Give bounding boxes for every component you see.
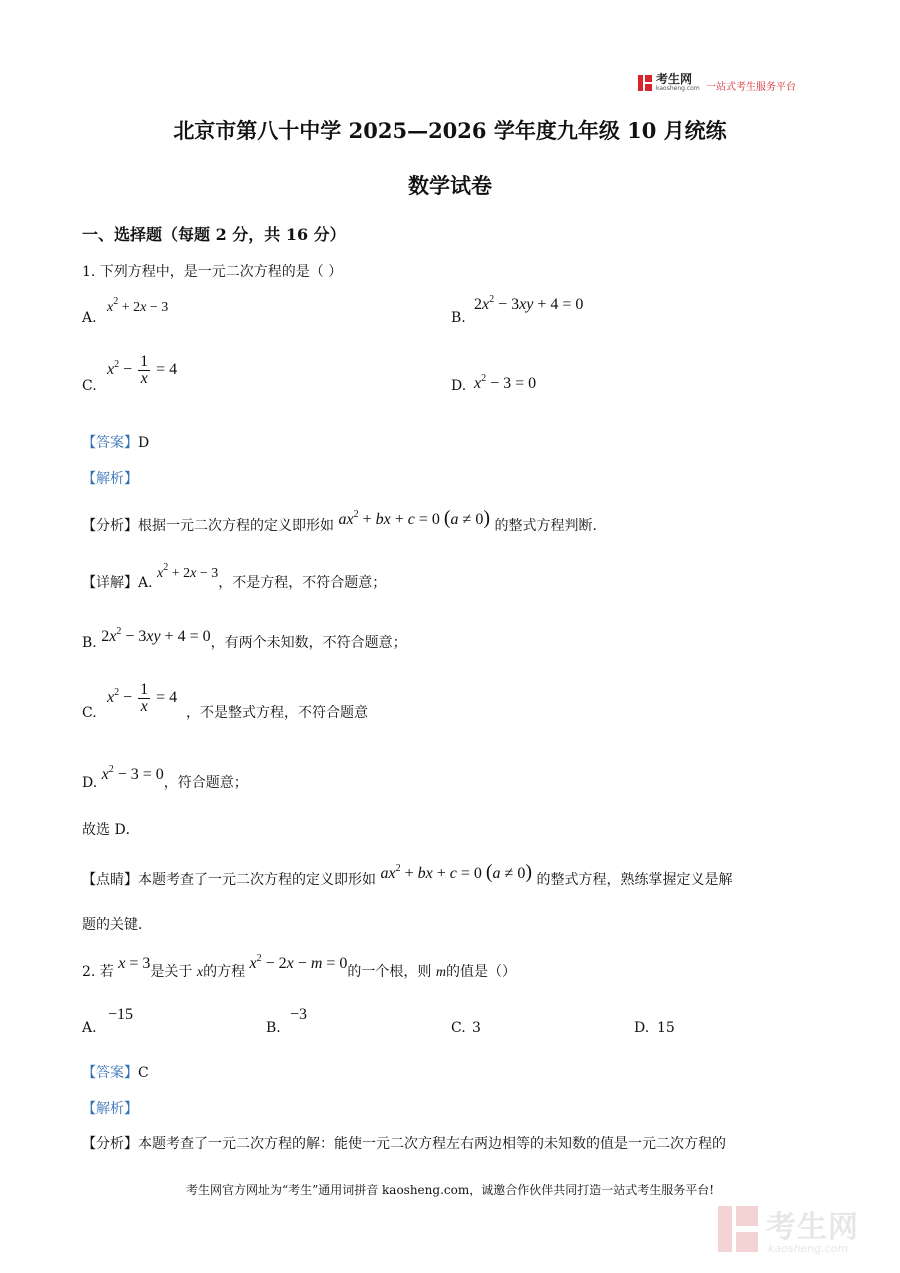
analysis-1-detail-c-text: ，不是整式方程，不符合题意 (186, 705, 368, 721)
analysis-1-conclusion: 故选 D． (82, 822, 140, 838)
logo-mark-icon (638, 75, 652, 91)
analysis-2-fenxi: 【分析】本题考查了一元二次方程的解：能使一元二次方程左右两边相等的未知数的值是一元二次方程的 (82, 1136, 726, 1152)
answer-2: 【答案】C (82, 1065, 149, 1081)
q2-option-c-label: C. (451, 1020, 466, 1036)
q1-option-b-math: $2x^2 - 3xy + 4 = 0$ (474, 294, 584, 313)
question-2-stem: 2. 若 x = 3是关于 x的方程 $x^2 - 2x - m = 0$的一个根，则 m的值是（） (82, 953, 516, 980)
page-title: 北京市第八十中学 2025—2026 学年度九年级 10 月统练 (173, 118, 727, 143)
watermark-logo (718, 1200, 878, 1260)
analysis-1-dianjing-line2: 题的关键． (82, 917, 152, 933)
analysis-1-dianjing: 【点睛】本题考查了一元二次方程的定义即形如 $ax^2$ + bx + c = 0 (a ≠ 0) 的整式方程，熟练掌握定义是解 (82, 861, 733, 888)
page-footer: 考生网官方网址为“考生”通用词拼音 kaosheng.com，诚邀合作伙伴共同打造一站式考生服务平台! (185, 1183, 715, 1197)
q1-option-d-math: $x^2 - 3 = 0$ (474, 373, 537, 392)
q1-option-b-label: B. (451, 310, 466, 326)
analysis-1-detail-c-label: C. (82, 705, 97, 721)
q1-option-a-math: $x^2 + 2x - 3$ (107, 296, 169, 315)
q2-option-d-label: D. (634, 1020, 650, 1036)
analysis-1-heading: 【解析】 (82, 471, 138, 487)
q1-option-a-label: A. (82, 310, 97, 326)
q2-option-a-value: −15 (108, 1006, 134, 1023)
watermark-mark-icon (718, 1206, 758, 1252)
analysis-1-detail-b: B. $2x^2 - 3xy + 4 = 0$，有两个未知数，不符合题意； (82, 626, 407, 651)
logo-name: 考生网 (656, 72, 693, 86)
q2-option-b-value: −3 (290, 1006, 308, 1023)
q2-option-b-label: B. (266, 1020, 281, 1036)
watermark-name: 考生网 (766, 1210, 859, 1245)
logo-url: kaosheng.com (656, 85, 700, 92)
logo-slogan: 一站式考生服务平台 (706, 82, 796, 93)
q1-option-d-label: D. (451, 378, 467, 394)
analysis-2-heading: 【解析】 (82, 1101, 138, 1117)
section-heading: 一、选择题（每题 2 分，共 16 分） (82, 225, 346, 244)
analysis-1-detail-c-math: $x^2$ − $\frac{1}{x}$ = 4 (107, 681, 178, 715)
page-subtitle: 数学试卷 (408, 173, 492, 198)
q2-option-d-value: 15 (657, 1020, 675, 1036)
answer-1: 【答案】D (82, 435, 150, 451)
analysis-1-detail-d: D. $x^2 - 3 = 0$，符合题意； (82, 764, 248, 791)
q1-option-c-label: C. (82, 378, 97, 394)
analysis-1-detail-a: 【详解】A. $x^2 + 2x - 3$，不是方程，不符合题意； (82, 562, 387, 591)
question-1-stem: 1. 下列方程中，是一元二次方程的是（ ） (82, 264, 343, 280)
watermark-url: kaosheng.com (768, 1242, 849, 1255)
q2-option-c-value: 3 (472, 1020, 481, 1036)
q1-option-c-math: $x^2$ − $\frac{1}{x}$ = 4 (107, 353, 178, 387)
brand-logo (638, 72, 700, 94)
analysis-1-fenxi: 【分析】根据一元二次方程的定义即形如 $ax^2$ + bx + c = 0 (a ≠ 0) 的整式方程判断. (82, 507, 597, 534)
q2-option-a-label: A. (82, 1020, 97, 1036)
